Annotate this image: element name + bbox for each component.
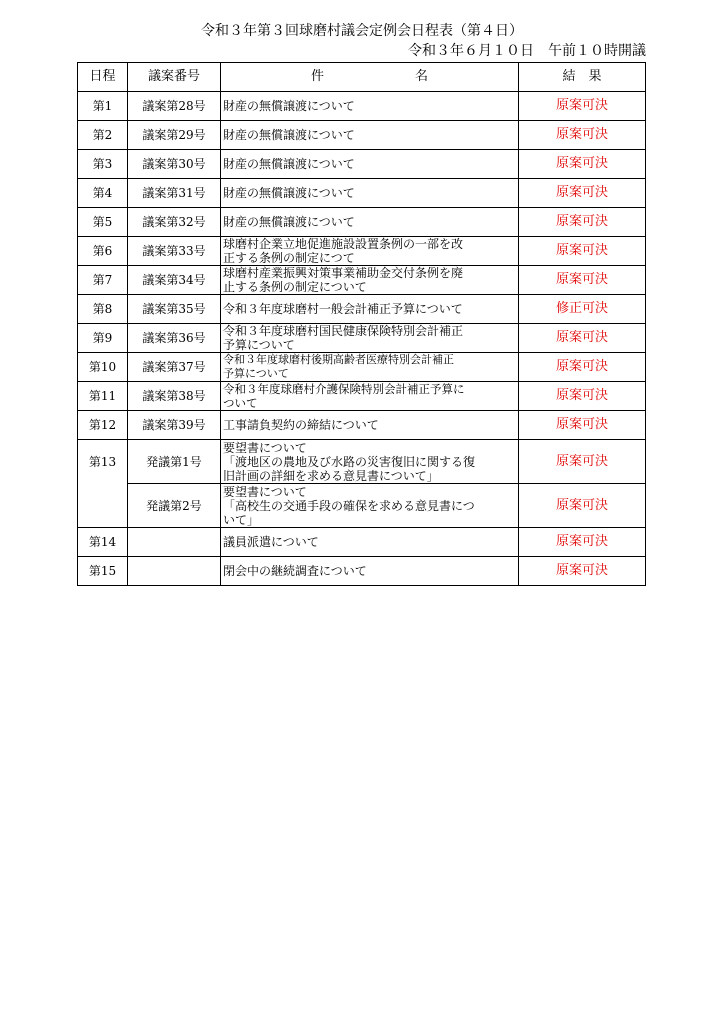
table-row xyxy=(78,121,646,150)
row-bill: 議案第31号 xyxy=(128,179,221,208)
row-item xyxy=(221,353,519,382)
row-result: 原案可決 xyxy=(519,237,646,266)
row-item xyxy=(221,92,519,121)
row-result: 原案可決 xyxy=(519,528,646,557)
row-item xyxy=(221,528,519,557)
row-day: 第5 xyxy=(78,208,128,237)
item-line: 財産の無償譲渡について xyxy=(223,215,355,229)
row-bill: 議案第37号 xyxy=(128,353,221,382)
item-line: 令和３年度球磨村一般会計補正予算について xyxy=(223,302,463,316)
row-result: 原案可決 xyxy=(519,382,646,411)
row-item xyxy=(221,121,519,150)
table-row xyxy=(78,150,646,179)
item-line: 予算について xyxy=(223,338,295,352)
item-line: 財産の無償譲渡について xyxy=(223,128,355,142)
row-day: 第14 xyxy=(78,528,128,557)
table-row xyxy=(78,411,646,440)
row-item xyxy=(221,266,519,295)
table-row xyxy=(78,382,646,411)
row-day: 第12 xyxy=(78,411,128,440)
row-bill xyxy=(128,557,221,586)
row-day: 第11 xyxy=(78,382,128,411)
item-line: 旧計画の詳細を求める意見書について」 xyxy=(223,468,439,483)
row-result: 修正可決 xyxy=(519,295,646,324)
row-bill: 議案第30号 xyxy=(128,150,221,179)
row-bill: 議案第34号 xyxy=(128,266,221,295)
item-line: 「渡地区の農地及び水路の災害復旧に関する復 xyxy=(223,454,476,469)
row-day: 第10 xyxy=(78,353,128,382)
row-bill: 議案第28号 xyxy=(128,92,221,121)
table-row xyxy=(78,440,646,484)
row-day: 第7 xyxy=(78,266,128,295)
row-day: 第3 xyxy=(78,150,128,179)
header-item: 件 名 xyxy=(221,63,519,92)
item-line: 令和３年度球磨村介護保険特別会計補正予算に xyxy=(223,382,465,396)
schedule-table xyxy=(77,62,646,586)
item-line: 閉会中の継続調査について xyxy=(223,564,367,578)
row-item xyxy=(221,208,519,237)
row-item xyxy=(221,440,519,484)
row-bill: 発議第1号 xyxy=(128,440,221,484)
table-row xyxy=(78,295,646,324)
table-row xyxy=(78,353,646,382)
item-line: 令和３年度球磨村後期高齢者医療特別会計補正 xyxy=(223,353,454,366)
table-row xyxy=(78,179,646,208)
page-title: 令和３年第３回球磨村議会定例会日程表（第４日） xyxy=(201,23,523,39)
row-item xyxy=(221,411,519,440)
row-item xyxy=(221,179,519,208)
item-line: 財産の無償譲渡について xyxy=(223,186,355,200)
row-result: 原案可決 xyxy=(519,324,646,353)
row-bill: 議案第33号 xyxy=(128,237,221,266)
item-line: 要望書について xyxy=(223,484,307,499)
item-line: 正する条例の制定につて xyxy=(223,251,355,265)
item-line: 工事請負契約の締結について xyxy=(223,418,379,432)
table-row xyxy=(78,266,646,295)
row-result: 原案可決 xyxy=(519,92,646,121)
row-day: 第6 xyxy=(78,237,128,266)
row-item xyxy=(221,557,519,586)
row-result: 原案可決 xyxy=(519,150,646,179)
row-day: 第1 xyxy=(78,92,128,121)
row-result: 原案可決 xyxy=(519,121,646,150)
row-bill: 議案第38号 xyxy=(128,382,221,411)
row-result: 原案可決 xyxy=(519,557,646,586)
table-row xyxy=(78,528,646,557)
row-item xyxy=(221,324,519,353)
row-day: 第9 xyxy=(78,324,128,353)
row-bill: 議案第36号 xyxy=(128,324,221,353)
row-day: 第8 xyxy=(78,295,128,324)
row-result: 原案可決 xyxy=(519,353,646,382)
row-bill: 発議第2号 xyxy=(128,484,221,528)
row-result: 原案可決 xyxy=(519,484,646,528)
item-line: 予算について xyxy=(223,367,289,380)
row-bill: 議案第39号 xyxy=(128,411,221,440)
row-bill: 議案第35号 xyxy=(128,295,221,324)
item-line: 令和３年度球磨村国民健康保険特別会計補正 xyxy=(223,324,464,338)
table-row xyxy=(78,237,646,266)
table-row xyxy=(78,92,646,121)
header-result: 結 果 xyxy=(519,63,646,92)
item-line: 財産の無償譲渡について xyxy=(223,99,355,113)
item-line: 「高校生の交通手段の確保を求める意見書につ xyxy=(223,498,475,513)
row-result: 原案可決 xyxy=(519,411,646,440)
item-line: 議員派遣について xyxy=(223,535,319,549)
row-day-label: 第13 xyxy=(88,455,117,469)
table-row xyxy=(78,324,646,353)
table-header xyxy=(78,63,646,92)
row-result: 原案可決 xyxy=(519,208,646,237)
row-item xyxy=(221,295,519,324)
row-bill: 議案第29号 xyxy=(128,121,221,150)
row-bill xyxy=(128,528,221,557)
row-day: 第2 xyxy=(78,121,128,150)
item-line: ついて xyxy=(223,396,258,410)
table-row xyxy=(78,484,646,528)
row-result: 原案可決 xyxy=(519,179,646,208)
row-item xyxy=(221,484,519,528)
row-day: 第15 xyxy=(78,557,128,586)
item-line: 止する条例の制定について xyxy=(223,280,367,294)
row-day: 第4 xyxy=(78,179,128,208)
session-date: 令和３年６月１０日 午前１０時開議 xyxy=(408,43,646,59)
item-line: 財産の無償譲渡について xyxy=(223,157,355,171)
header-bill: 議案番号 xyxy=(128,63,221,92)
table-row xyxy=(78,557,646,586)
item-line: 要望書について xyxy=(223,440,307,455)
item-line: 球磨村産業振興対策事業補助金交付条例を廃 xyxy=(223,266,464,280)
row-bill: 議案第32号 xyxy=(128,208,221,237)
row-result: 原案可決 xyxy=(519,266,646,295)
row-item xyxy=(221,237,519,266)
item-line: いて」 xyxy=(223,512,260,527)
table-row xyxy=(78,208,646,237)
row-day xyxy=(78,440,128,528)
row-item xyxy=(221,150,519,179)
row-result: 原案可決 xyxy=(519,440,646,484)
header-day: 日程 xyxy=(78,63,128,92)
item-line: 球磨村企業立地促進施設設置条例の一部を改 xyxy=(223,237,464,251)
row-item xyxy=(221,382,519,411)
